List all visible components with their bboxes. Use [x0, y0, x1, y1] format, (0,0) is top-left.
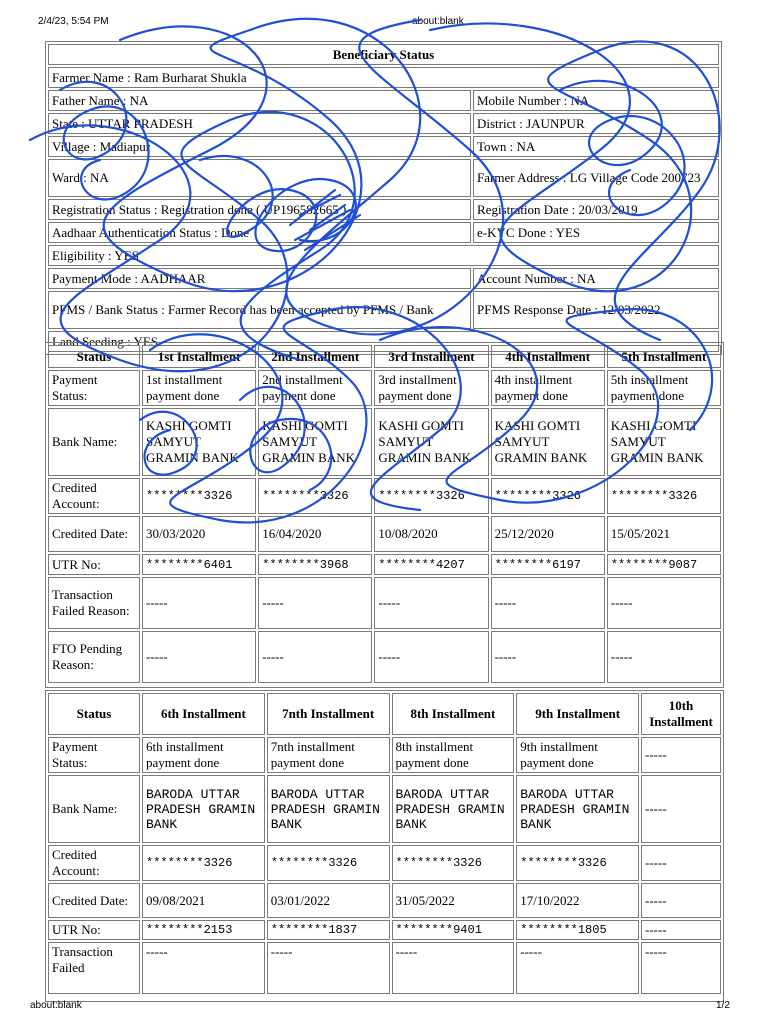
- installments-table-2: [45, 690, 724, 1002]
- credited-date-cell: -----: [641, 883, 721, 918]
- installment-header: 8th Installment: [392, 693, 515, 735]
- installment-header: 9th Installment: [516, 693, 639, 735]
- payment-status-cell: 7nth installment payment done: [267, 737, 390, 773]
- town: Town : NA: [473, 136, 719, 157]
- footer-url: about:blank: [30, 1000, 82, 1011]
- payment-status-cell: 3rd installment payment done: [374, 370, 488, 406]
- land-seeding: Land Seeding : YES: [48, 331, 719, 352]
- txn-failed-label: Transaction Failed: [48, 942, 140, 994]
- utr-cell: ********4207: [374, 554, 488, 575]
- txn-failed-cell: -----: [142, 942, 265, 994]
- bank-name-cell: KASHI GOMTI SAMYUT GRAMIN BANK: [374, 408, 488, 476]
- credited-date-cell: 16/04/2020: [258, 516, 372, 552]
- page-number: 1/2: [716, 1000, 730, 1011]
- fto-pending-label: FTO Pending Reason:: [48, 631, 140, 683]
- installment-header: 1st Installment: [142, 345, 256, 368]
- txn-failed-cell: -----: [374, 577, 488, 629]
- fto-pending-cell: -----: [491, 631, 605, 683]
- bank-name-cell: BARODA UTTAR PRADESH GRAMIN BANK: [267, 775, 390, 843]
- utr-cell: ********6197: [491, 554, 605, 575]
- credited-date-label: Credited Date:: [48, 883, 140, 918]
- village: Village : Madiapur: [48, 136, 471, 157]
- pfms-status: PFMS / Bank Status : Farmer Record has been accepted by PFMS / Bank: [48, 291, 471, 329]
- utr-cell: ********1805: [516, 920, 639, 940]
- bank-name-cell: KASHI GOMTI SAMYUT GRAMIN BANK: [142, 408, 256, 476]
- installment-header: 4th Installment: [491, 345, 605, 368]
- bank-name-cell: KASHI GOMTI SAMYUT GRAMIN BANK: [607, 408, 721, 476]
- utr-cell: ********1837: [267, 920, 390, 940]
- credited-date-cell: 30/03/2020: [142, 516, 256, 552]
- installment-header: 2nd Installment: [258, 345, 372, 368]
- bank-name-cell: BARODA UTTAR PRADESH GRAMIN BANK: [516, 775, 639, 843]
- registration-date: Registration Date : 20/03/2019: [473, 199, 719, 220]
- credited-date-cell: 31/05/2022: [392, 883, 515, 918]
- payment-status-label: Payment Status:: [48, 370, 140, 406]
- credited-account-cell: -----: [641, 845, 721, 881]
- bank-name-cell: KASHI GOMTI SAMYUT GRAMIN BANK: [491, 408, 605, 476]
- payment-status-cell: 2nd installment payment done: [258, 370, 372, 406]
- payment-mode: Payment Mode : AADHAAR: [48, 268, 471, 289]
- bank-name-cell: BARODA UTTAR PRADESH GRAMIN BANK: [392, 775, 515, 843]
- credited-date-cell: 09/08/2021: [142, 883, 265, 918]
- utr-cell: ********9401: [392, 920, 515, 940]
- credited-account-cell: ********3326: [392, 845, 515, 881]
- txn-failed-cell: -----: [267, 942, 390, 994]
- installments-grid-2: [46, 691, 723, 996]
- print-datetime: 2/4/23, 5:54 PM: [38, 16, 109, 27]
- utr-label: UTR No:: [48, 554, 140, 575]
- credited-account-cell: ********3326: [374, 478, 488, 514]
- txn-failed-cell: -----: [392, 942, 515, 994]
- payment-status-cell: 4th installment payment done: [491, 370, 605, 406]
- utr-cell: ********2153: [142, 920, 265, 940]
- beneficiary-status-title: Beneficiary Status: [48, 44, 719, 65]
- payment-status-cell: 6th installment payment done: [142, 737, 265, 773]
- credited-account-cell: ********3326: [516, 845, 639, 881]
- installments-grid-1: [46, 343, 723, 685]
- fto-pending-cell: -----: [374, 631, 488, 683]
- aadhaar-status: Aadhaar Authentication Status : Done: [48, 222, 471, 243]
- credited-account-label: Credited Account:: [48, 478, 140, 514]
- credited-date-cell: 17/10/2022: [516, 883, 639, 918]
- mobile-number: Mobile Number : NA: [473, 90, 719, 111]
- utr-cell: ********6401: [142, 554, 256, 575]
- credited-date-cell: 10/08/2020: [374, 516, 488, 552]
- txn-failed-cell: -----: [258, 577, 372, 629]
- txn-failed-cell: -----: [142, 577, 256, 629]
- bank-name-cell: -----: [641, 775, 721, 843]
- farmer-name: Farmer Name : Ram Burharat Shukla: [48, 67, 719, 88]
- registration-status: Registration Status : Registration done ( UP196582665 ): [48, 199, 471, 220]
- utr-label: UTR No:: [48, 920, 140, 940]
- txn-failed-cell: -----: [491, 577, 605, 629]
- credited-account-label: Credited Account:: [48, 845, 140, 881]
- state: State : UTTAR PRADESH: [48, 113, 471, 134]
- credited-date-label: Credited Date:: [48, 516, 140, 552]
- fto-pending-cell: -----: [607, 631, 721, 683]
- credited-account-cell: ********3326: [491, 478, 605, 514]
- installment-header: 6th Installment: [142, 693, 265, 735]
- district: District : JAUNPUR: [473, 113, 719, 134]
- status-header: Status: [48, 693, 140, 735]
- ward: Ward : NA: [48, 159, 471, 197]
- txn-failed-cell: -----: [516, 942, 639, 994]
- utr-cell: ********9087: [607, 554, 721, 575]
- credited-account-cell: ********3326: [258, 478, 372, 514]
- txn-failed-label: Transaction Failed Reason:: [48, 577, 140, 629]
- utr-cell: ********3968: [258, 554, 372, 575]
- ekyc-status: e-KYC Done : YES: [473, 222, 719, 243]
- payment-status-cell: 1st installment payment done: [142, 370, 256, 406]
- bank-name-cell: BARODA UTTAR PRADESH GRAMIN BANK: [142, 775, 265, 843]
- bank-name-label: Bank Name:: [48, 775, 140, 843]
- installment-header: 7nth Installment: [267, 693, 390, 735]
- payment-status-cell: 9th installment payment done: [516, 737, 639, 773]
- installment-header: 5th Installment: [607, 345, 721, 368]
- txn-failed-cell: -----: [641, 942, 721, 994]
- txn-failed-cell: -----: [607, 577, 721, 629]
- credited-date-cell: 25/12/2020: [491, 516, 605, 552]
- account-number: Account Number : NA: [473, 268, 719, 289]
- beneficiary-info-table: [45, 41, 722, 355]
- fto-pending-cell: -----: [258, 631, 372, 683]
- payment-status-label: Payment Status:: [48, 737, 140, 773]
- bank-name-label: Bank Name:: [48, 408, 140, 476]
- payment-status-cell: 5th installment payment done: [607, 370, 721, 406]
- credited-account-cell: ********3326: [142, 845, 265, 881]
- credited-account-cell: ********3326: [267, 845, 390, 881]
- eligibility: Eligibility : YES: [48, 245, 719, 266]
- installment-header: 3rd Installment: [374, 345, 488, 368]
- father-name: Father Name : NA: [48, 90, 471, 111]
- credited-date-cell: 15/05/2021: [607, 516, 721, 552]
- credited-account-cell: ********3326: [607, 478, 721, 514]
- credited-account-cell: ********3326: [142, 478, 256, 514]
- credited-date-cell: 03/01/2022: [267, 883, 390, 918]
- farmer-address: Farmer Address : LG Village Code 200723: [473, 159, 719, 197]
- print-url: about:blank: [412, 16, 464, 27]
- payment-status-cell: 8th installment payment done: [392, 737, 515, 773]
- installment-header: 10th Installment: [641, 693, 721, 735]
- status-header: Status: [48, 345, 140, 368]
- installments-table-1: [45, 342, 724, 688]
- pfms-response-date: PFMS Response Date : 12/03/2022: [473, 291, 719, 329]
- fto-pending-cell: -----: [142, 631, 256, 683]
- bank-name-cell: KASHI GOMTI SAMYUT GRAMIN BANK: [258, 408, 372, 476]
- payment-status-cell: -----: [641, 737, 721, 773]
- utr-cell: -----: [641, 920, 721, 940]
